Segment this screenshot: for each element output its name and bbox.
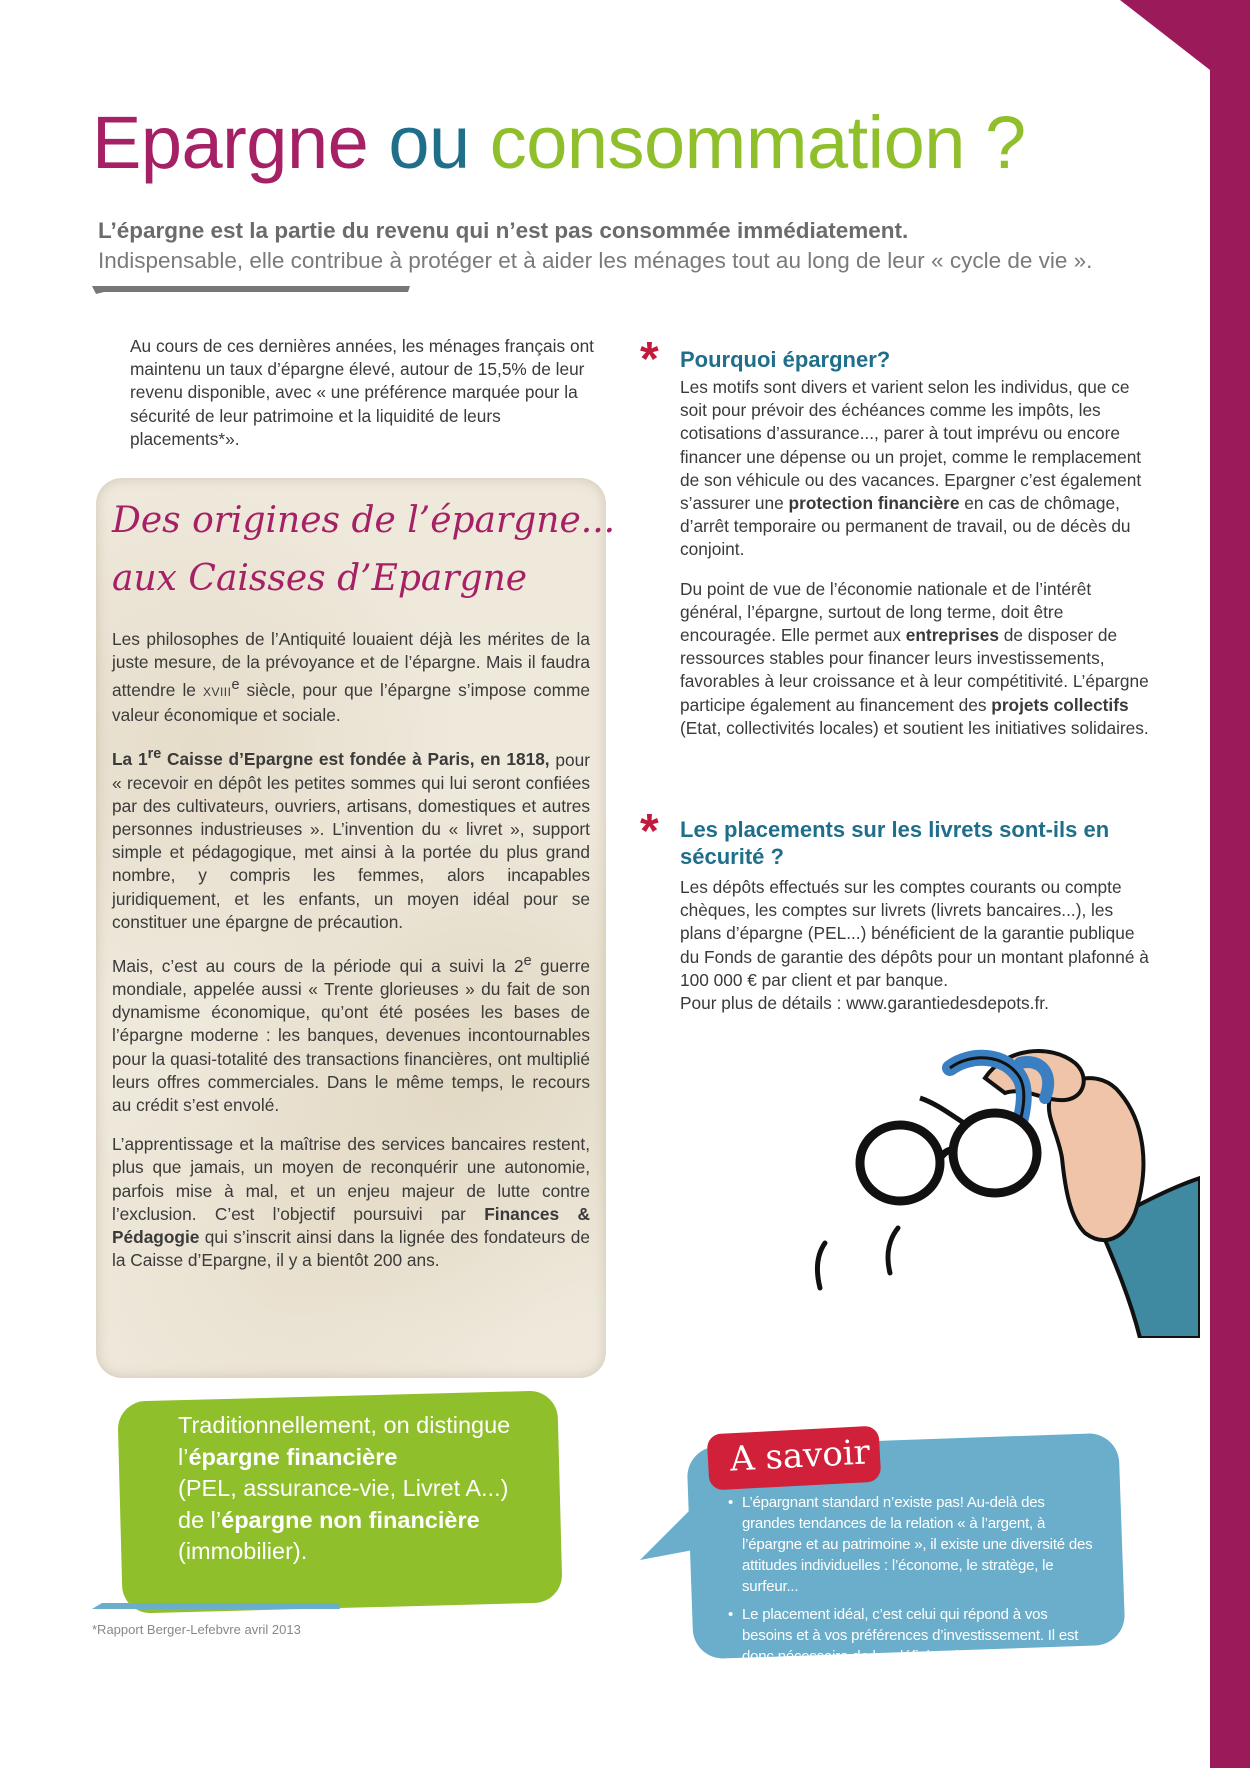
- green-line-4-a: de l’: [178, 1506, 222, 1533]
- title-word-consommation: consommation ?: [489, 101, 1026, 184]
- title-word-ou: ou: [388, 101, 470, 184]
- origins-p4-bold: Finances & Pédagogie: [112, 1203, 590, 1247]
- green-line-4: [178, 1505, 558, 1537]
- savoir-list: [728, 1492, 1098, 1674]
- pourquoi-p1-bold: protection financière: [788, 493, 960, 514]
- side-band: [1210, 0, 1250, 1768]
- origins-p3-b: guerre mondiale, appelée aussi « Trente glorieuses » du fait de son dynamisme économique, qu’ont été posées les bases de l’épargne moderne : les banques, devenues incontournables pour la quasi-totalité des transactions financières, ont multiplié leurs offres commerciales. Dans le même temps, le recours au crédit s’est envolé.: [112, 955, 590, 1115]
- pourquoi-p2-bold2: projets collectifs: [991, 694, 1129, 715]
- section-body-placements: [680, 876, 1150, 1015]
- page-title: [92, 100, 1026, 185]
- pourquoi-p2-bold1: entreprises: [905, 625, 999, 646]
- origins-p2-rest: pour « recevoir en dépôt les petites sommes qui lui seront confiées par des cultivateurs, ouvriers, artisans, domestiques et autres personnes industrieuses ». L’invention du « livret », support simple et pédagogique, met ainsi à la portée du plus grand nombre, y compris les femmes, alors incapables juridiquement, et les enfants, un moyen idéal pour se constituer une épargne de précaution.: [112, 749, 591, 932]
- lead-normal: Indispensable, elle contribue à protéger et à aider les ménages tout au long de leur « cycle de vie ».: [98, 248, 1093, 273]
- placements-link-text: Pour plus de détails : www.garantiedesdepots.fr.: [680, 993, 1049, 1014]
- lead-rule: [92, 286, 410, 294]
- green-line-1: Traditionnellement, on distingue: [178, 1412, 511, 1438]
- green-line-2-a: l’: [178, 1443, 189, 1470]
- pourquoi-p2-a: Du point de vue de l’économie nationale et de l’intérêt général, l’épargne, surtout de long terme, doit être encouragée. Elle permet aux: [680, 578, 1092, 646]
- origins-p2-bold-a: La 1: [112, 749, 148, 770]
- origins-paragraph-3: [112, 950, 590, 1117]
- green-line-5: (immobilier).: [178, 1538, 308, 1564]
- savoir-item-text: L’épargnant standard n’existe pas! Au-delà des grandes tendances de la relation « à l’argent, à l’épargne et au patrimoine », il existe une diversité des attitudes individuelles : l’économe, le stratège, le surfeur...: [742, 1494, 1093, 1595]
- origins-p3-sup: e: [523, 952, 532, 969]
- origins-paragraph-1: [112, 628, 590, 728]
- pourquoi-paragraph-2: [680, 578, 1150, 740]
- origins-p1-b: siècle, pour que l’épargne s’impose comme valeur économique et sociale.: [112, 680, 591, 726]
- pourquoi-paragraph-1: [680, 376, 1150, 562]
- savoir-item: [728, 1604, 1098, 1667]
- bullet-icon: •: [728, 1606, 734, 1623]
- savoir-item-text: Le placement idéal, c’est celui qui répond à vos besoins et à vos préférences d’investissement. Il est donc nécessaire de les définir précisément...: [742, 1606, 1079, 1665]
- origins-p4-b: qui s’inscrit ainsi dans la lignée des fondateurs de la Caisse d’Epargne, il y a bientôt 200 ans.: [112, 1226, 590, 1271]
- green-line-2: [178, 1442, 558, 1474]
- savoir-item: [728, 1492, 1098, 1597]
- origins-p1-sup: e: [231, 677, 240, 694]
- section-body-pourquoi: [680, 376, 1150, 756]
- green-callout-text: [178, 1410, 558, 1568]
- bullet-icon: •: [728, 1494, 734, 1511]
- pourquoi-p1-a: Les motifs sont divers et varient selon les individus, que ce soit pour prévoir des échéances comme les impôts, les cotisations d’assurance..., parer à tout imprévu ou encore financer une dépense ou un projet, comme le remplacement de son véhicule ou des vacances. Epargner c’est également s’assurer une: [680, 377, 1142, 514]
- origins-title-line2: aux Caisses d’Epargne: [112, 558, 528, 599]
- title-word-epargne: Epargne: [92, 101, 369, 184]
- section-heading-pourquoi: Pourquoi épargner?: [680, 347, 891, 372]
- pourquoi-p1-b: en cas de chômage, d’arrêt temporaire ou permanent de travail, ou de décès du conjoint.: [680, 493, 1131, 560]
- glasses-hand-illustration: [800, 1038, 1200, 1338]
- footnote-rule: [92, 1603, 340, 1609]
- asterisk-icon: *: [640, 333, 659, 386]
- pourquoi-p2-c: (Etat, collectivités locales) et soutient les initiatives solidaires.: [680, 717, 1149, 738]
- intro-paragraph: Au cours de ces dernières années, les ménages français ont maintenu un taux d’épargne élevé, autour de 15,5% de leur revenu disponible, avec « une préférence marquée pour la sécurité de leur patrimoine et la liquidité de leurs placements*».: [130, 336, 594, 449]
- green-line-2-bold: épargne financière: [188, 1443, 398, 1470]
- origins-p1-a: Les philosophes de l’Antiquité louaient déjà les mérites de la juste mesure, de la prévoyance et de l’épargne. Mais il faudra attendre le: [112, 629, 590, 701]
- origins-body: [112, 628, 590, 1288]
- origins-p2-bold-b: Caisse d’Epargne est fondée à Paris, en 1818,: [161, 749, 550, 770]
- origins-p3-a: Mais, c’est au cours de la période qui a suivi la 2: [112, 955, 524, 976]
- origins-paragraph-4: [112, 1133, 590, 1272]
- placements-paragraph-1: Les dépôts effectués sur les comptes courants ou compte chèques, les comptes sur livrets (livrets bancaires...), les plans d’épargne (PEL...) bénéficient de la garantie publique du Fonds de garantie des dépôts pour un montant plafonné à 100 000 € par client et par banque.: [680, 877, 1149, 990]
- side-band-tab: [1120, 0, 1210, 70]
- green-line-3: (PEL, assurance-vie, Livret A...): [178, 1475, 509, 1501]
- origins-p4-a: L’apprentissage et la maîtrise des services bancaires restent, plus que jamais, un moyen de reconquérir une autonomie, parfois mise à mal, et un enjeu majeur de lutte contre l’exclusion. C’est l’objectif poursuivi par: [112, 1134, 590, 1224]
- origins-p2-bold-sup: re: [147, 746, 162, 763]
- footnote: *Rapport Berger-Lefebvre avril 2013: [92, 1622, 301, 1637]
- origins-paragraph-2: [112, 744, 590, 934]
- asterisk-icon: *: [640, 805, 659, 858]
- section-heading-placements: Les placements sur les livrets sont-ils en sécurité ?: [680, 817, 1110, 869]
- origins-title-line1: Des origines de l’épargne...: [112, 500, 616, 541]
- pourquoi-p2-b: de disposer de ressources stables pour financer leurs investissements, favorables à leur croissance et à leur compétitivité. L’épargne participe également au financement des: [680, 625, 1149, 715]
- lead-bold: L’épargne est la partie du revenu qui n’est pas consommée immédiatement.: [98, 218, 909, 243]
- savoir-title: A savoir: [729, 1432, 871, 1480]
- green-line-4-bold: épargne non financière: [221, 1506, 480, 1533]
- origins-p1-century: XVIII: [202, 685, 232, 700]
